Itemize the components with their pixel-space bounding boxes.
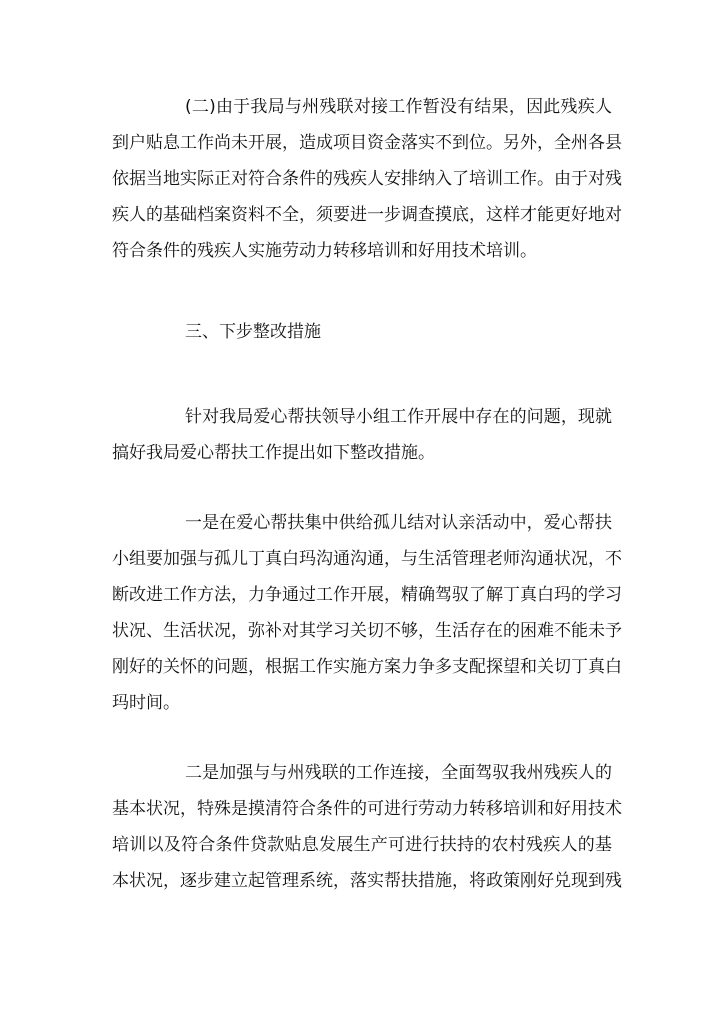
text-line: 断改进工作方法，力争通过工作开展，精确驾驭了解丁真白玛的学习 xyxy=(112,585,622,605)
paragraph-intro xyxy=(112,399,612,471)
section-heading: 三、下步整改措施 xyxy=(185,322,321,342)
text-line: 一是在爱心帮扶集中供给孤儿结对认亲活动中，爱心帮扶 xyxy=(185,513,612,533)
text-line: 状况、生活状况，弥补对其学习关切不够，生活存在的困难不能未予 xyxy=(112,621,622,641)
paragraph-difficulties xyxy=(112,89,622,269)
text-line: 到户贴息工作尚未开展，造成项目资金落实不到位。另外，全州各县 xyxy=(112,133,622,153)
text-line: 本状况，逐步建立起管理系统，落实帮扶措施，将政策刚好兑现到残 xyxy=(112,871,622,891)
paragraph-measure-one xyxy=(112,505,622,721)
paragraph-measure-two xyxy=(112,755,622,899)
text-line: 疾人的基础档案资料不全，须要进一步调查摸底，这样才能更好地对 xyxy=(112,205,622,225)
text-line: 依据当地实际正对符合条件的残疾人安排纳入了培训工作。由于对残 xyxy=(112,169,622,189)
text-line: 针对我局爱心帮扶领导小组工作开展中存在的问题，现就 xyxy=(185,407,612,427)
text-line: 搞好我局爱心帮扶工作提出如下整改措施。 xyxy=(112,443,435,463)
text-line: 小组要加强与孤儿丁真白玛沟通沟通，与生活管理老师沟通状况，不 xyxy=(112,549,622,569)
text-line: 培训以及符合条件贷款贴息发展生产可进行扶持的农村残疾人的基 xyxy=(112,835,612,855)
text-line: 基本状况，特殊是摸清符合条件的可进行劳动力转移培训和好用技术 xyxy=(112,799,622,819)
text-line: 符合条件的残疾人实施劳动力转移培训和好用技术培训。 xyxy=(112,241,537,261)
text-line: 刚好的关怀的问题，根据工作实施方案力争多支配探望和关切丁真白 xyxy=(112,657,622,677)
text-line: (二)由于我局与州残联对接工作暂没有结果，因此残疾人 xyxy=(185,97,612,117)
text-line: 玛时间。 xyxy=(112,693,180,713)
text-line: 二是加强与与州残联的工作连接，全面驾驭我州残疾人的 xyxy=(185,763,612,783)
